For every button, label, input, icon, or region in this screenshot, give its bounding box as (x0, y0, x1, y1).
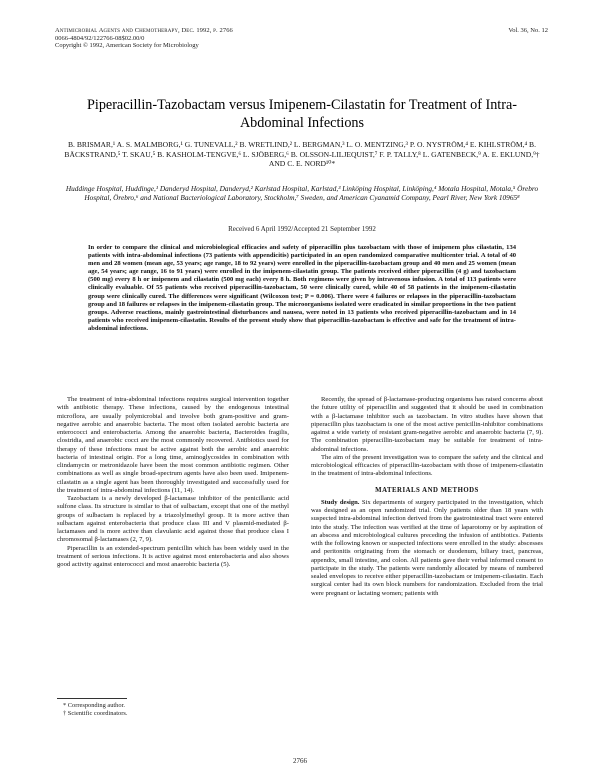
paragraph-piperacillin: Piperacillin is an extended-spectrum penicillin which has been widely used in the treatment of serious infections. It is active against most enterobacteria and also shows good activity against enterococci and most anaerobic bacteria (5). (57, 544, 289, 568)
footnote-scientific-coordinators: † Scientific coordinators. (63, 710, 128, 717)
body-column-left (57, 396, 289, 569)
abstract: In order to compare the clinical and microbiological efficacies and safety of piperacillin plus tazobactam with those of imipenem plus cilastatin, 134 patients with intra-abdominal infections (73 patients with appendicitis) participated in an open randomized comparative multicenter trial. A total of 40 men and 28 women (mean age, 53 years; age range, 18 to 92 years) were enrolled in the piperacillin-tazobactam group and 40 men and 25 women (mean age, 54 years; age range, 16 to 91 years) were enrolled in the imipenem-cilastatin group. The patients received either piperacillin (4 g) and tazobactam (500 mg) every 8 h or imipenem and cilastatin (500 mg each) every 8 h. Both regimens were given by intravenous infusion. A total of 113 patients were clinically evaluable. Of 55 patients who received piperacillin-tazobactam, 50 were clinically cured, while 40 of 58 patients in the imipenem-cilastatin group were clinically cured. The differences were significant (Wilcoxon test; P = 0.006). There were 4 failures or relapses in the piperacillin-tazobactam group and 18 failures or relapses in the imipenem-cilastatin group. The microorganisms isolated were eradicated in similar proportions in the two patient groups. Adverse reactions, mainly gastrointestinal disturbances and nausea, were noted in 13 patients who received piperacillin-tazobactam and in 14 patients who received imipenem-cilastatin. Results of the present study show that piperacillin-tazobactam is effective and safe for the treatment of intra-abdominal infections. (88, 244, 516, 332)
paragraph-recently: Recently, the spread of β-lactamase-producing organisms has raised concerns about the future utility of piperacillin and suggested that it should be used in combination with a β-lactamase inhibitor such as tazobactam. In vitro studies have shown that piperacillin plus tazobactam is one of the most active penicillin-inhibitor combinations against a wide variety of resistant gram-negative aerobic and anaerobic bacteria (7, 9). The combination piperacillin-tazobactam may be suitable for treatment of intra-abdominal infections. (311, 396, 543, 453)
paragraph-intro: The treatment of intra-abdominal infections requires surgical intervention together with antibiotic therapy. These infections, caused by the endogenous intestinal microflora, are usually polymicrobial and involve both gram-positive and gram-negative aerobic and anaerobic bacteria. The most often isolated aerobic bacteria are enterococci and enterobacteria. Among the anaerobic bacteria, Bacteroides fragilis, clostridia, and anaerobic cocci are the most commonly recovered. Antibiotics used for therapy of these infections must be active against both the aerobic and anaerobic bacteria of intestinal origin. For a long time, aminoglycosides in combination with clindamycin or metronidazole have been the most common antibiotic regimen. Other combinations as well as single broad-spectrum agents have also been used. Imipenem-cilastatin as a single agent has been thoroughly investigated and successfully used for the treatment of intra-abdominal infections (11, 14). (57, 396, 289, 494)
paragraph-tazobactam: Tazobactam is a newly developed β-lactamase inhibitor of the penicillanic acid sulfone class. Its structure is similar to that of sulbactam, except that one of the methyl groups of sulbactam is replaced by a triazolylmethyl group. It is more active than sulbactam against enterobacteria that produce class III and V plasmid-mediated β-lactamases and is more active than clavulanic acid against those that produce class I chromosomal β-lactamases (2, 7, 9). (57, 495, 289, 544)
journal-citation: Antimicrobial Agents and Chemotherapy, Dec. 1992, p. 2766 (55, 27, 233, 34)
volume-issue: Vol. 36, No. 12 (508, 27, 548, 34)
page-number: 2766 (293, 757, 307, 765)
issn-line: 0066-4804/92/122766-08$02.00/0 (55, 34, 145, 42)
body-column-right (311, 396, 543, 598)
study-design-text: Six departments of surgery participated in the investigation, which was designed as an open randomized trial. Only patients older than 18 years with suspected intra-abdominal infection derived from the gastrointestinal tract were entered into the study. The infection was verified at the time of laparotomy or by aspiration of an abscess and microbiological cultures preceding the infusion of antibiotics. Patients with the following known or suspected infections were enrolled in the study: abscesses and peritonitis originating from the stomach or duodenum, biliary tract, pancreas, appendix, small intestine, and colon. All patients gave their verbal informed consent to participate in the study. The patients were randomly allocated by means of numbered sealed envelopes to receive either piperacillin-tazobactam or imipenem-cilastatin. Each surgical center had its own block numbers for randomization. Excluded from the trial were pregnant or lactating women; patients with (311, 498, 544, 597)
received-accepted-dates: Received 6 April 1992/Accepted 21 September 1992 (228, 225, 376, 233)
paragraph-aim: The aim of the present investigation was to compare the safety and the clinical and microbiological efficacies of piperacillin-tazobactam with those of imipenem-cilastatin in the treatment of intra-abdominal infections. (311, 453, 543, 478)
section-heading-methods: MATERIALS AND METHODS (375, 486, 479, 494)
author-affiliations: Huddinge Hospital, Huddinge,¹ Danderyd Hospital, Danderyd,² Karlstad Hospital, Karlstad,³ Linköping Hospital, Linköping,⁴ Motala Hospital, Motala,⁵ Örebro Hospital, Örebro,⁶ and National Bacteriological Laboratory, Stockholm,⁷ Sweden, and American Cyanamid Company, Pearl River, New York 10965⁸ (65, 184, 539, 203)
paragraph-study-design (311, 499, 543, 598)
footnote-divider (57, 698, 127, 699)
article-title: Piperacillin-Tazobactam versus Imipenem-Cilastatin for Treatment of Intra-Abdominal Infections (86, 97, 517, 131)
footnote-corresponding-author: * Corresponding author. (63, 702, 125, 709)
running-header (55, 27, 415, 50)
footnotes (63, 702, 283, 718)
author-list: B. BRISMAR,¹ A. S. MALMBORG,¹ G. TUNEVALL,² B. WRETLIND,² L. BERGMAN,³ L. O. MENTZING,³ P. O. NYSTRÖM,⁴ E. KIHLSTRÖM,⁴ B. BÄCKSTRAND,⁵ T. SKAU,⁵ B. KASHOLM-TENGVE,⁶ L. SJÖBERG,⁶ B. OLSSON-LILJEQUIST,⁷ F. P. TALLY,⁸ L. GATENBECK,⁹ A. E. EKLUND,⁹† AND C. E. NORD¹⁰* (64, 140, 540, 168)
copyright-line: Copyright © 1992, American Society for Microbiology (55, 42, 199, 50)
runin-heading-study-design: Study design. (321, 498, 360, 506)
